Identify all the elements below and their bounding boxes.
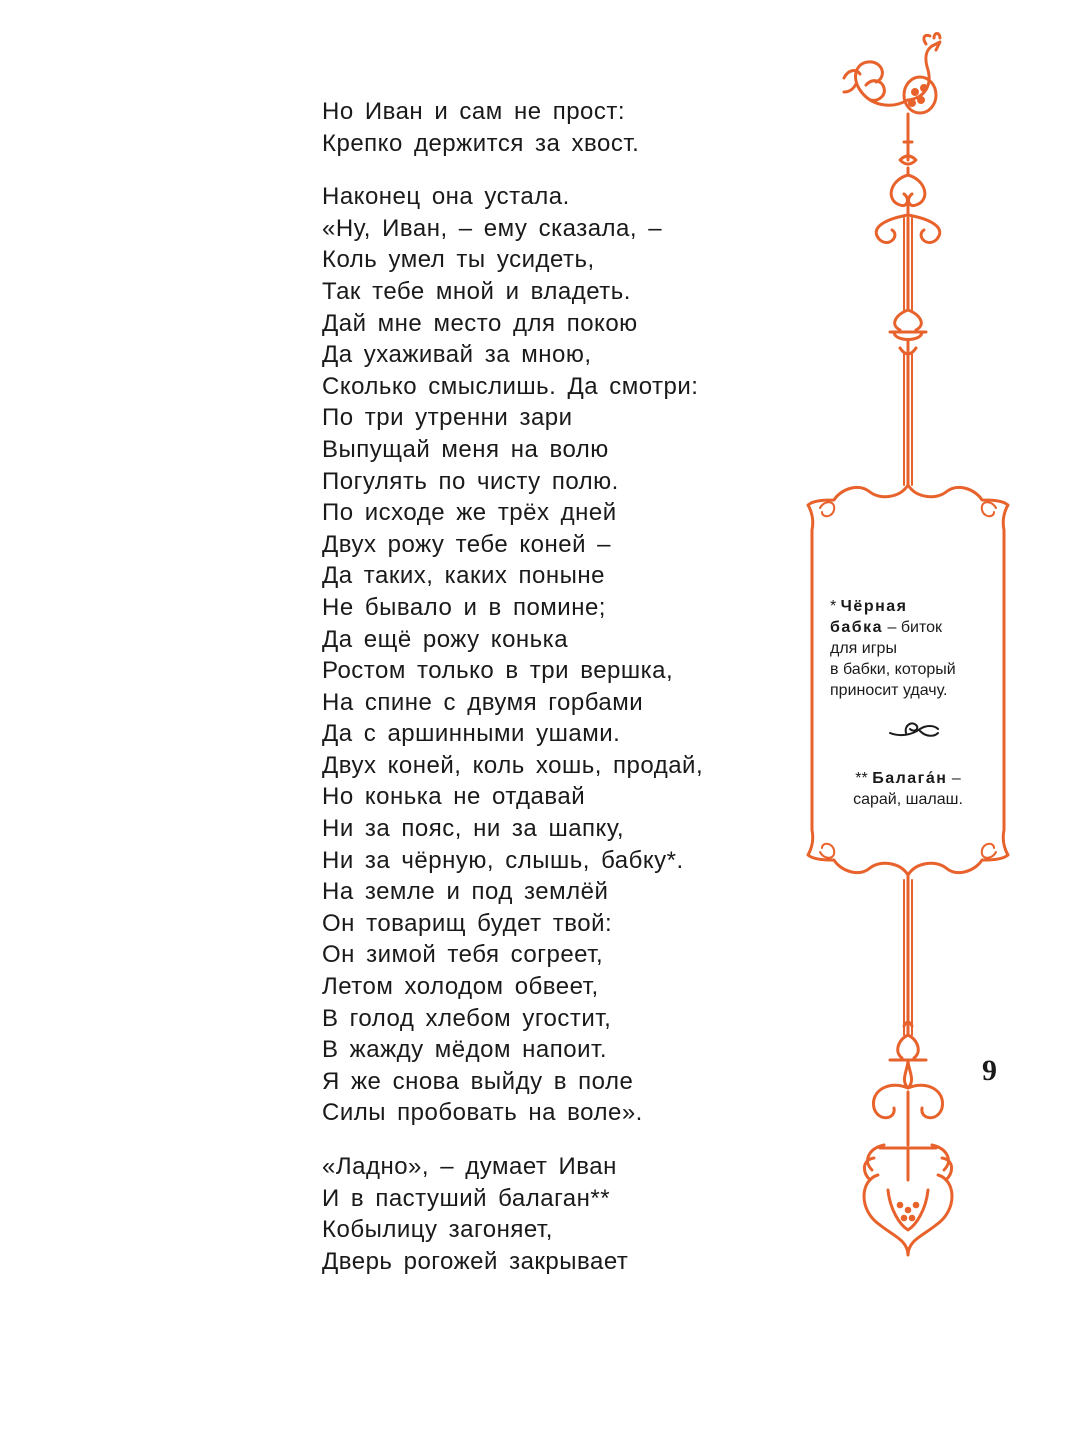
poem-line: Выпущай меня на волю bbox=[322, 435, 609, 463]
poem-line: Летом холодом обвеет, bbox=[322, 973, 599, 1001]
poem-line: И в пастуший балаган** bbox=[322, 1184, 611, 1212]
poem-line: Двух рожу тебе коней – bbox=[322, 530, 611, 558]
poem-line: Двух коней, коль хошь, продай, bbox=[322, 751, 704, 779]
poem-line: Коль умел ты усидеть, bbox=[322, 246, 595, 274]
footnote-term: Балага́н bbox=[872, 770, 948, 787]
poem-line: По исходе же трёх дней bbox=[322, 499, 617, 527]
poem-line: Да ухаживай за мною, bbox=[322, 341, 592, 369]
poem-line: Не бывало и в помине; bbox=[322, 593, 606, 621]
poem-line: Дай мне место для покою bbox=[322, 309, 638, 337]
poem-stanza bbox=[322, 96, 782, 159]
footnote-definition: – биток bbox=[883, 619, 943, 636]
footnote-definition: приносит удачу. bbox=[830, 682, 948, 699]
poem-line: «Ну, Иван, – ему сказала, – bbox=[322, 214, 663, 242]
poem-text bbox=[322, 96, 782, 1299]
poem-line: На земле и под землёй bbox=[322, 878, 609, 906]
poem-line: Так тебе мной и владеть. bbox=[322, 277, 631, 305]
poem-line: Он зимой тебя согреет, bbox=[322, 941, 604, 969]
footnote-definition: сарай, шалаш. bbox=[853, 791, 963, 808]
poem-line: Кобылицу загоняет, bbox=[322, 1216, 553, 1244]
poem-line: Погулять по чисту полю. bbox=[322, 467, 619, 495]
poem-line: Да таких, каких поныне bbox=[322, 562, 605, 590]
poem-line: Он товарищ будет твой: bbox=[322, 909, 613, 937]
footnote-term: бабка bbox=[830, 619, 884, 636]
poem-line: На спине с двумя горбами bbox=[322, 688, 644, 716]
footnote-definition: – bbox=[947, 770, 961, 787]
poem-stanza bbox=[322, 1151, 782, 1277]
footnote-term: Чёрная bbox=[840, 598, 908, 615]
poem-line: Ни за пояс, ни за шапку, bbox=[322, 815, 625, 843]
poem-line: В голод хлебом угостит, bbox=[322, 1004, 612, 1032]
poem-stanza bbox=[322, 181, 782, 1129]
poem-line: Дверь рогожей закрывает bbox=[322, 1247, 629, 1275]
poem-line: Ни за чёрную, слышь, бабку*. bbox=[322, 846, 684, 874]
poem-line: Наконец она устала. bbox=[322, 183, 570, 211]
footnote-black-babka bbox=[830, 596, 1000, 701]
page-number: 9 bbox=[982, 1054, 997, 1087]
poem-line: Но Иван и сам не прост: bbox=[322, 98, 626, 125]
footnote-definition: в бабки, который bbox=[830, 661, 956, 678]
poem-line: «Ладно», – думает Иван bbox=[322, 1153, 617, 1180]
footnote-marker: * bbox=[830, 598, 841, 615]
poem-line: Да с аршинными ушами. bbox=[322, 720, 621, 748]
footnote-marker: ** bbox=[855, 770, 873, 787]
firebird-icon bbox=[844, 34, 940, 143]
swirl-divider-icon bbox=[886, 713, 942, 743]
footnote-definition: для игры bbox=[830, 640, 897, 657]
poem-line: Я же снова выйду в поле bbox=[322, 1067, 634, 1095]
footnote-balagan bbox=[818, 768, 998, 810]
poem-line: Силы пробовать на воле». bbox=[322, 1099, 643, 1127]
poem-line: Ростом только в три вершка, bbox=[322, 657, 674, 685]
poem-line: Да ещё рожу конька bbox=[322, 625, 569, 653]
poem-line: Но конька не отдавай bbox=[322, 783, 586, 811]
poem-line: Крепко держится за хвост. bbox=[322, 129, 640, 157]
poem-line: В жажду мёдом напоит. bbox=[322, 1036, 608, 1064]
poem-line: По три утренни зари bbox=[322, 404, 573, 432]
poem-line: Сколько смыслишь. Да смотри: bbox=[322, 372, 699, 400]
